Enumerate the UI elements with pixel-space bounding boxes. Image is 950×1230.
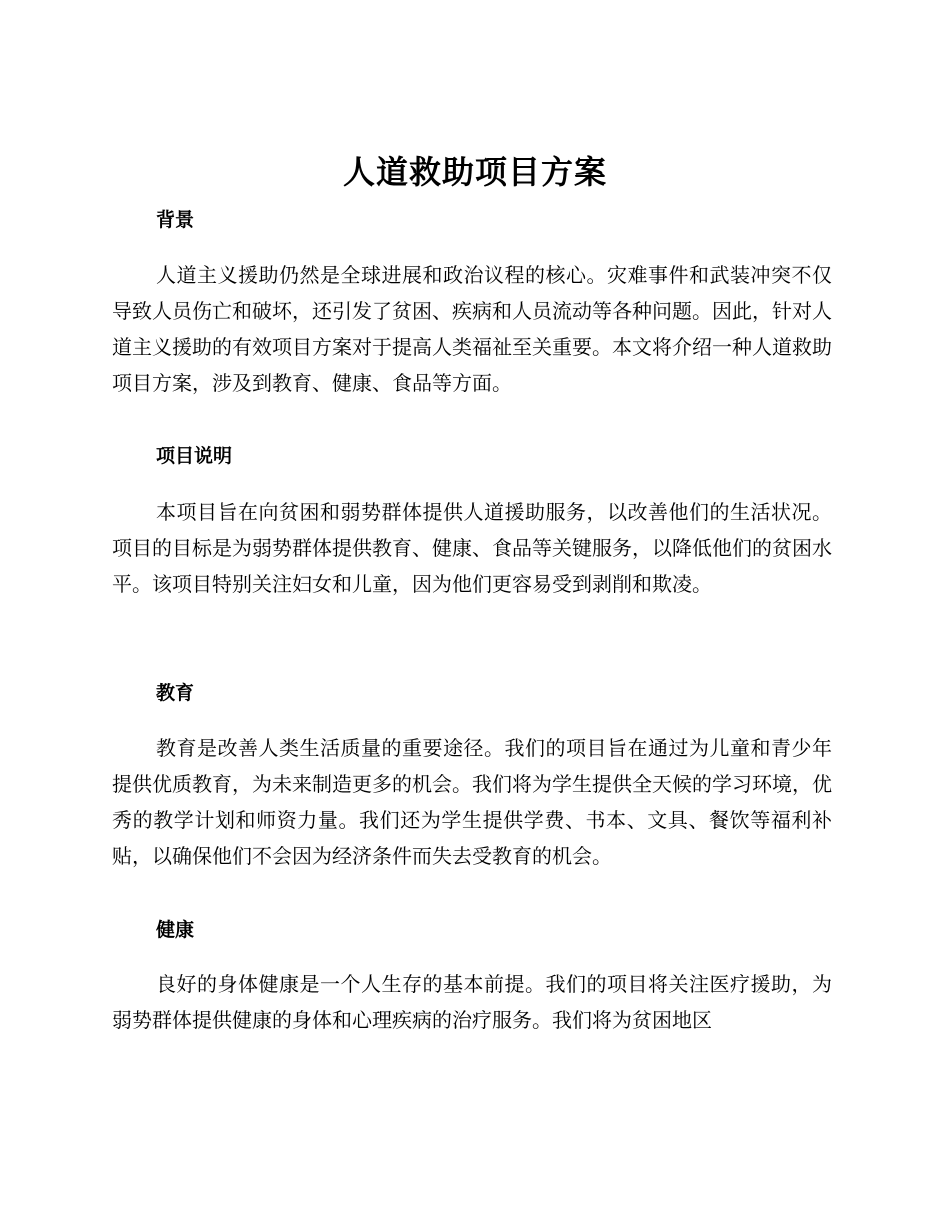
section-paragraph-project-description: 本项目旨在向贫困和弱势群体提供人道援助服务，以改善他们的生活状况。项目的目标是为弱势群体提供教育、健康、食品等关键服务，以降低他们的贫困水平。该项目特别关注妇女和儿童，因为他们更容易受到剥削和欺凌。 — [112, 500, 832, 596]
section-heading-health: 健康 — [156, 919, 195, 941]
section-paragraph-background: 人道主义援助仍然是全球进展和政治议程的核心。灾难事件和武装冲突不仅导致人员伤亡和破坏，还引发了贫困、疾病和人员流动等各种问题。因此，针对人道主义援助的有效项目方案对于提高人类福祉至关重要。本文将介绍一种人道救助项目方案，涉及到教育、健康、食品等方面。 — [112, 263, 832, 395]
document-title: 人道救助项目方案 — [342, 153, 607, 191]
section-paragraph-education: 教育是改善人类生活质量的重要途径。我们的项目旨在通过为儿童和青少年提供优质教育，为未来制造更多的机会。我们将为学生提供全天候的学习环境，优秀的教学计划和师资力量。我们还为学生提供学费、书本、文具、餐饮等福利补贴，以确保他们不会因为经济条件而失去受教育的机会。 — [112, 736, 832, 868]
section-heading-education: 教育 — [156, 682, 195, 704]
section-paragraph-health: 良好的身体健康是一个人生存的基本前提。我们的项目将关注医疗援助，为弱势群体提供健康的身体和心理疾病的治疗服务。我们将为贫困地区 — [112, 972, 832, 1032]
section-heading-background: 背景 — [156, 209, 195, 231]
section-heading-project-description: 项目说明 — [156, 445, 233, 467]
